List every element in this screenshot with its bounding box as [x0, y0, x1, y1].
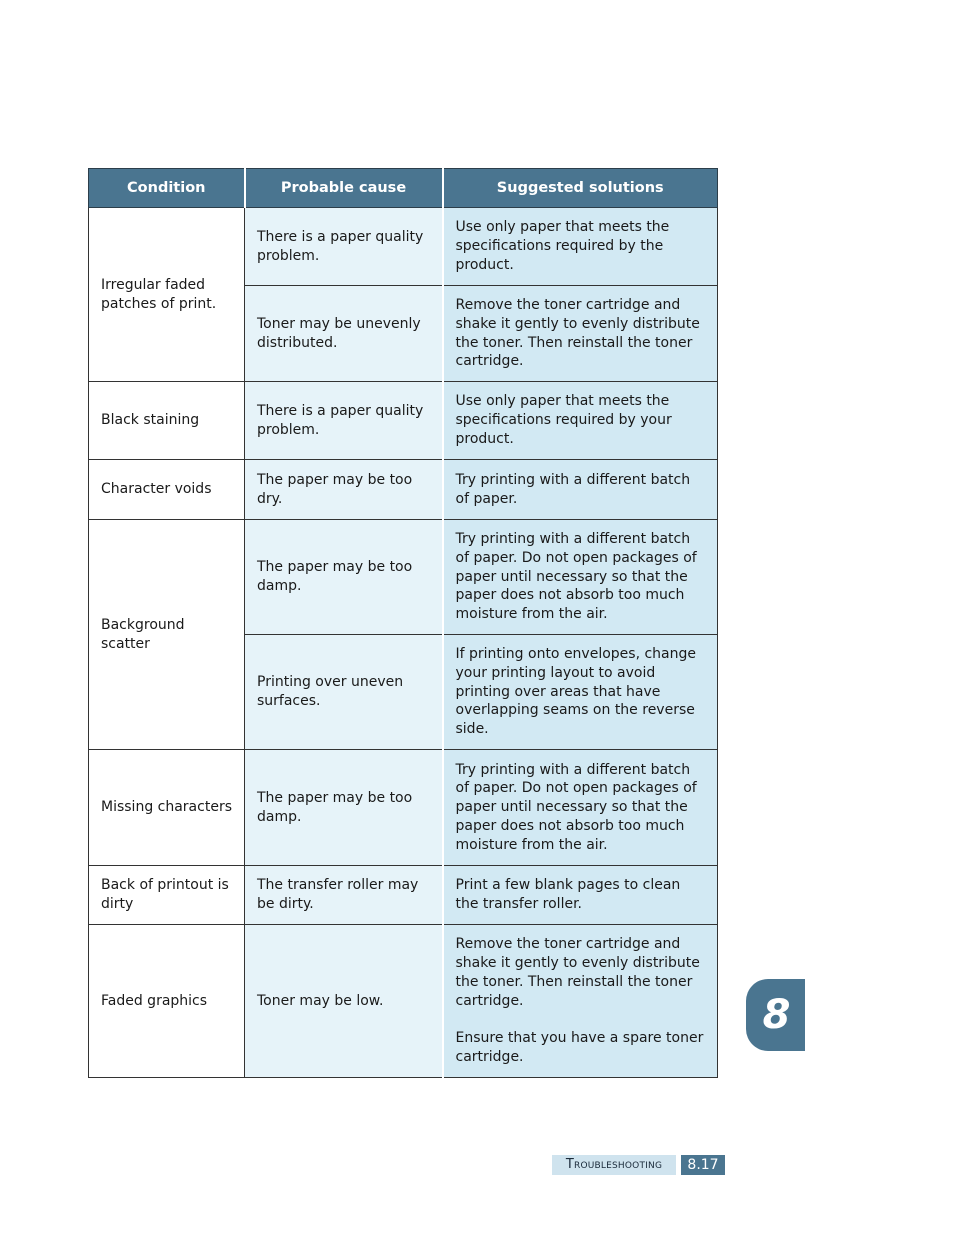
troubleshooting-table: [88, 168, 718, 1078]
table-row: [89, 750, 718, 866]
solution-paragraph: Ensure that you have a spare toner cartridge.: [455, 1030, 704, 1065]
cause-cell: There is a paper quality problem.: [245, 382, 443, 460]
chapter-tab: 8: [746, 979, 805, 1051]
solution-cell: If printing onto envelopes, change your printing layout to avoid printing over areas that have overlapping seams on the reverse side.: [443, 635, 718, 750]
header-probable-cause: Probable cause: [245, 169, 443, 208]
solution-cell: Try printing with a different batch of paper.: [443, 460, 718, 520]
cause-cell: Printing over uneven surfaces.: [245, 635, 443, 750]
table-row: [89, 382, 718, 460]
table-row: [89, 866, 718, 925]
header-condition: Condition: [89, 169, 245, 208]
condition-cell: Irregular faded patches of print.: [89, 208, 245, 382]
solution-cell: Use only paper that meets the specifications required by your product.: [443, 382, 718, 460]
cause-cell: The paper may be too damp.: [245, 750, 443, 866]
solution-cell: Remove the toner cartridge and shake it gently to evenly distribute the toner. Then reinstall the toner cartridge.: [443, 286, 718, 382]
table-row: [89, 925, 718, 1078]
table-header-row: [89, 169, 718, 208]
solution-cell: Use only paper that meets the specifications required by the product.: [443, 208, 718, 286]
cause-cell: The paper may be too damp.: [245, 520, 443, 635]
condition-cell: Back of printout is dirty: [89, 866, 245, 925]
header-suggested-solutions: Suggested solutions: [443, 169, 718, 208]
table-row: [89, 460, 718, 520]
solution-cell: Print a few blank pages to clean the transfer roller.: [443, 866, 718, 925]
cause-cell: Toner may be unevenly distributed.: [245, 286, 443, 382]
cause-cell: The paper may be too dry.: [245, 460, 443, 520]
cause-cell: There is a paper quality problem.: [245, 208, 443, 286]
cause-cell: Toner may be low.: [245, 925, 443, 1078]
condition-cell: Black staining: [89, 382, 245, 460]
solution-paragraph: Remove the toner cartridge and shake it gently to evenly distribute the toner. Then reinstall the toner cartridge.: [455, 936, 700, 1009]
solution-cell: Try printing with a different batch of paper. Do not open packages of paper until necessary so that the paper does not absorb too much moisture from the air.: [443, 520, 718, 635]
cause-cell: The transfer roller may be dirty.: [245, 866, 443, 925]
footer-section-title: Troubleshooting: [552, 1155, 676, 1175]
condition-cell: Missing characters: [89, 750, 245, 866]
condition-cell: Faded graphics: [89, 925, 245, 1078]
condition-cell: Character voids: [89, 460, 245, 520]
condition-cell: Background scatter: [89, 520, 245, 750]
table-row: [89, 208, 718, 286]
table-row: [89, 520, 718, 635]
footer-page-number: 8.17: [681, 1155, 725, 1175]
solution-cell: [443, 925, 718, 1078]
solution-cell: Try printing with a different batch of paper. Do not open packages of paper until necessary so that the paper does not absorb too much moisture from the air.: [443, 750, 718, 866]
